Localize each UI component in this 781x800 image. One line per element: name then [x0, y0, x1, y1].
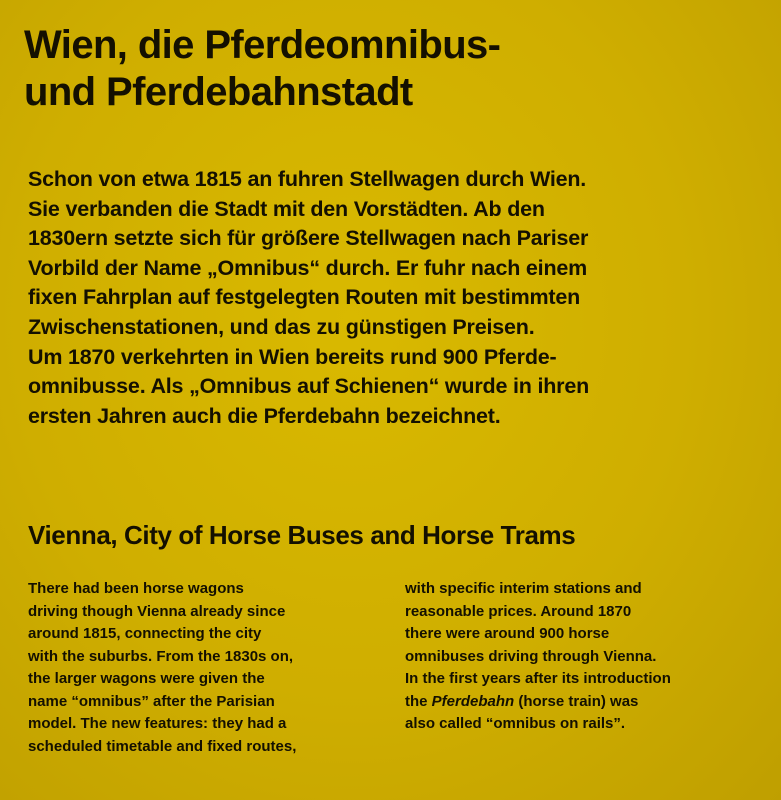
pferdebahn-term: Pferdebahn — [431, 692, 515, 710]
english-column-left — [28, 578, 378, 758]
english-line: around 1815, connecting the city — [28, 625, 262, 642]
title-line: und Pferdebahnstadt — [24, 70, 413, 114]
english-line: also called “omnibus on rails”. — [405, 715, 626, 732]
english-heading: Vienna, City of Horse Buses and Horse Trams — [28, 520, 576, 550]
english-line: omnibuses driving through Vienna. — [405, 647, 657, 665]
english-line: name “omnibus” after the Parisian — [28, 692, 275, 710]
english-line: scheduled timetable and fixed routes, — [28, 737, 297, 755]
german-line: Schon von etwa 1815 an fuhren Stellwagen durch Wien. — [28, 167, 587, 191]
german-line: fixen Fahrplan auf festgelegten Routen mit bestimmten — [28, 285, 581, 310]
page-title — [24, 22, 764, 116]
german-line: Vorbild der Name „Omnibus“ durch. Er fuhr nach einem — [28, 255, 588, 280]
german-paragraph — [28, 165, 778, 431]
english-line — [405, 691, 765, 714]
title-line: Wien, die Pferdeomnibus- — [24, 23, 501, 67]
english-line: with the suburbs. From the 1830s on, — [28, 647, 294, 665]
german-line: Sie verbanden die Stadt mit den Vorstädten. Ab den — [28, 196, 545, 221]
german-line: ersten Jahren auch die Pferdebahn bezeichnet. — [28, 403, 501, 428]
german-line: Um 1870 verkehrten in Wien bereits rund 900 Pferde- — [28, 344, 557, 369]
english-line: model. The new features: they had a — [28, 715, 287, 732]
english-line: driving though Vienna already since — [28, 602, 286, 620]
german-line: Zwischenstationen, und das zu günstigen Preisen. — [28, 314, 535, 339]
line-text-before: the — [405, 692, 432, 710]
line-text-after: (horse train) was — [514, 692, 639, 710]
english-line: with specific interim stations and — [405, 580, 642, 597]
english-line: the larger wagons were given the — [28, 670, 265, 687]
english-line: There had been horse wagons — [28, 580, 244, 597]
english-column-right — [405, 578, 765, 736]
german-line: omnibusse. Als „Omnibus auf Schienen“ wurde in ihren — [28, 374, 590, 399]
english-line: there were around 900 horse — [405, 625, 610, 642]
english-line: In the first years after its introduction — [405, 670, 671, 687]
german-line: 1830ern setzte sich für größere Stellwagen nach Pariser — [28, 226, 589, 251]
english-line: reasonable prices. Around 1870 — [405, 602, 632, 620]
